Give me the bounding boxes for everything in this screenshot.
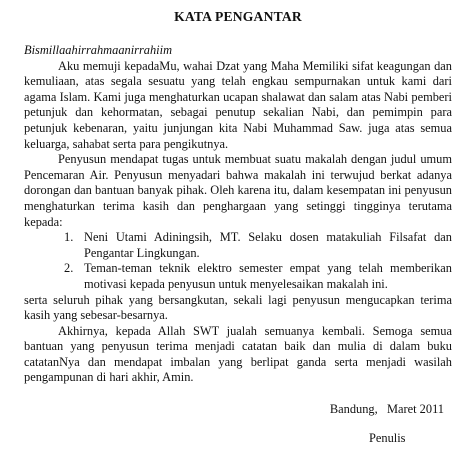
salutation: Bismillaahirrahmaanirrahiim bbox=[24, 43, 173, 57]
document-title: KATA PENGANTAR bbox=[174, 9, 302, 24]
list-item-number: 1. bbox=[64, 230, 74, 245]
paragraph-after-list: serta seluruh pihak yang bersangkutan, sekali lagi penyusun mengucapkan terima kasih yang sebesar-besarnya. bbox=[24, 292, 452, 323]
list-item-text: Teman-teman teknik elektro semester empat yang telah memberikan motivasi kepada penyusun untuk menyelesaikan makalah ini. bbox=[84, 261, 452, 291]
paragraph-closing: Akhirnya, kepada Allah SWT jualah semuanya kembali. Semoga semua bantuan yang penyusun terima menjadi catatan baik dan mulia di dalam buku catatanNya dan mendapat imbalan yang berlipat ganda serta menjadi wasilah pengampunan di hari akhir, Amin. bbox=[24, 323, 452, 385]
list-item bbox=[64, 230, 452, 261]
list-item-text: Neni Utami Adiningsih, MT. Selaku dosen matakuliah Filsafat dan Pengantar Lingkungan. bbox=[84, 230, 452, 260]
paragraph-praise: Aku memuji kepadaMu, wahai Dzat yang Maha Memiliki sifat keagungan dan kemuliaan, atas segala sesuatu yang telah engkau sempurnakan untuk kami dari agama Islam. Kami juga menghaturkan ucapan shalawat dan salam atas Nabi pemberi petunjuk dan kehormatan, sebagai penutup sekalian Nabi, dan pemimpin para petunjuk kebenaran, yaitu junjungan kita Nabi Muhammad Saw. juga atas semua keluarga, sahabat serta para pengikutnya. bbox=[24, 58, 452, 151]
paragraph-acknowledgement: Penyusun mendapat tugas untuk membuat suatu makalah dengan judul umum Pencemaran Air. Penyusun menyadari bahwa makalah ini terwujud berkat adanya dorongan dan bantuan banyak pihak. Oleh karena itu, dalam kesempatan ini penyusun menghaturkan terima kasih dan penghargaan yang setinggi tingginya terutama kepada: bbox=[24, 152, 452, 229]
thanks-list bbox=[24, 230, 452, 292]
list-item bbox=[64, 261, 452, 292]
list-item-number: 2. bbox=[64, 261, 74, 276]
place-date: Bandung, Maret 2011 bbox=[329, 402, 444, 417]
author-signature: Penulis bbox=[369, 431, 406, 445]
